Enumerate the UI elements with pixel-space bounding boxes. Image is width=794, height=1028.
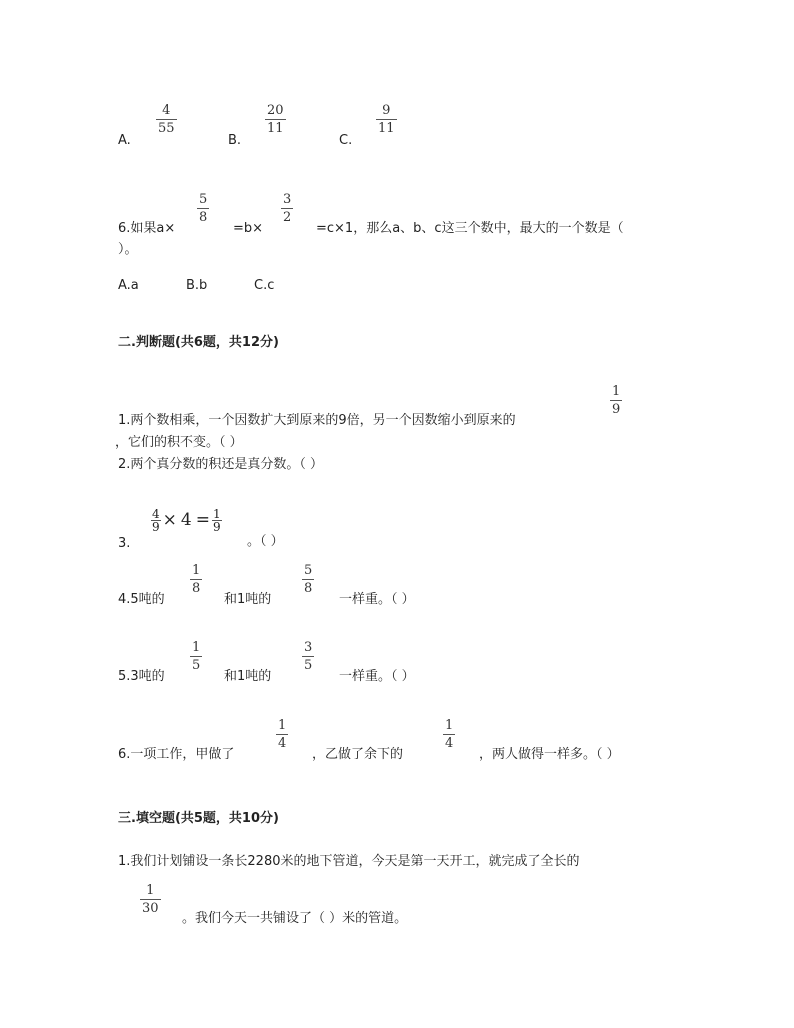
fraction-numerator: 3 <box>283 192 292 207</box>
s2-q1-tail: ，它们的积不变。（ ） <box>115 435 243 450</box>
q6-fraction-2 <box>281 193 293 224</box>
q6-fraction-1 <box>197 193 209 224</box>
s2-q1-text: 1.两个数相乘，一个因数扩大到原来的9倍，另一个因数缩小到原来的 <box>118 413 516 428</box>
fraction-denominator: 30 <box>142 901 159 916</box>
s2-q5-part-a: 5.3吨的 <box>118 669 165 684</box>
fraction-denominator: 11 <box>378 121 395 136</box>
times-sign: × <box>162 510 177 530</box>
fraction-denominator: 11 <box>267 121 284 136</box>
q6-option-a: A.a <box>118 278 139 293</box>
fraction-denominator: 55 <box>158 121 175 136</box>
q5-option-a-label: A. <box>118 133 131 148</box>
q6-text-part2: =b× <box>233 221 264 236</box>
fraction-denominator: 8 <box>304 581 313 596</box>
s2-q2-text: 2.两个真分数的积还是真分数。（ ） <box>118 457 324 472</box>
s2-q6-fraction-1 <box>276 719 288 750</box>
s2-q1-fraction <box>610 385 622 416</box>
q5-option-b-label: B. <box>228 133 242 148</box>
s2-q4-fraction-2 <box>302 564 314 595</box>
fraction-denominator: 5 <box>192 658 201 673</box>
fraction-numerator: 1 <box>192 640 201 655</box>
equation-fraction-1 <box>151 508 161 533</box>
s2-q6-part-a: 6.一项工作，甲做了 <box>118 747 235 762</box>
s2-q4-part-a: 4.5吨的 <box>118 592 165 607</box>
fraction-numerator: 5 <box>304 563 313 578</box>
q5-option-c-fraction <box>376 104 397 135</box>
q6-text-part4: ）。 <box>118 242 138 257</box>
fraction-denominator: 2 <box>283 210 292 225</box>
fraction-numerator: 1 <box>192 563 201 578</box>
fraction-denominator: 9 <box>152 520 160 534</box>
fraction-numerator: 1 <box>146 883 155 898</box>
s2-q5-part-b: 和1吨的 <box>224 669 272 684</box>
s2-q5-part-c: 一样重。（ ） <box>339 669 415 684</box>
fraction-numerator: 9 <box>382 103 391 118</box>
fraction-denominator: 4 <box>278 736 287 751</box>
s3-q1-tail: 。我们今天一共铺设了（ ）米的管道。 <box>182 911 408 926</box>
s2-q6-part-b: ，乙做了余下的 <box>312 747 404 762</box>
q6-text-part1: 6.如果a× <box>118 221 176 236</box>
fraction-denominator: 4 <box>445 736 454 751</box>
fraction-numerator: 5 <box>199 192 208 207</box>
fraction-numerator: 4 <box>152 507 160 521</box>
s2-q3-equation <box>151 508 222 533</box>
fraction-denominator: 8 <box>199 210 208 225</box>
q5-option-c-label: C. <box>339 133 353 148</box>
s2-q4-part-b: 和1吨的 <box>224 592 272 607</box>
fraction-numerator: 3 <box>304 640 313 655</box>
fraction-numerator: 1 <box>212 507 221 521</box>
s2-q6-fraction-2 <box>443 719 455 750</box>
q6-option-b: B.b <box>186 278 208 293</box>
s2-q3-tail: 。（ ） <box>247 534 284 549</box>
s2-q5-fraction-1 <box>190 641 202 672</box>
s2-q5-fraction-2 <box>302 641 314 672</box>
fraction-numerator: 1 <box>278 718 287 733</box>
fraction-numerator: 4 <box>162 103 171 118</box>
q6-option-c: C.c <box>254 278 275 293</box>
equation-number: 4 <box>180 510 192 530</box>
fraction-denominator: 9 <box>212 520 221 534</box>
s2-q4-part-c: 一样重。（ ） <box>339 592 415 607</box>
fraction-denominator: 9 <box>612 402 621 417</box>
fraction-denominator: 5 <box>304 658 313 673</box>
fraction-denominator: 8 <box>192 581 201 596</box>
s2-q4-fraction-1 <box>190 564 202 595</box>
s2-q6-part-c: ，两人做得一样多。（ ） <box>479 747 620 762</box>
equals-sign: = <box>195 510 210 530</box>
fraction-numerator: 1 <box>445 718 454 733</box>
fraction-numerator: 20 <box>267 103 284 118</box>
fraction-numerator: 1 <box>612 384 621 399</box>
section3-title: 三.填空题(共5题，共10分) <box>118 811 279 826</box>
s3-q1-text: 1.我们计划铺设一条长2280米的地下管道，今天是第一天开工，就完成了全长的 <box>118 854 580 869</box>
section2-title: 二.判断题(共6题，共12分) <box>118 335 279 350</box>
s3-q1-fraction <box>140 884 161 915</box>
q6-text-part3: =c×1，那么a、b、c这三个数中，最大的一个数是（ <box>316 221 624 236</box>
equation-fraction-2 <box>212 508 222 533</box>
q5-option-a-fraction <box>156 104 177 135</box>
s2-q3-prefix: 3. <box>118 536 131 551</box>
q5-option-b-fraction <box>265 104 286 135</box>
